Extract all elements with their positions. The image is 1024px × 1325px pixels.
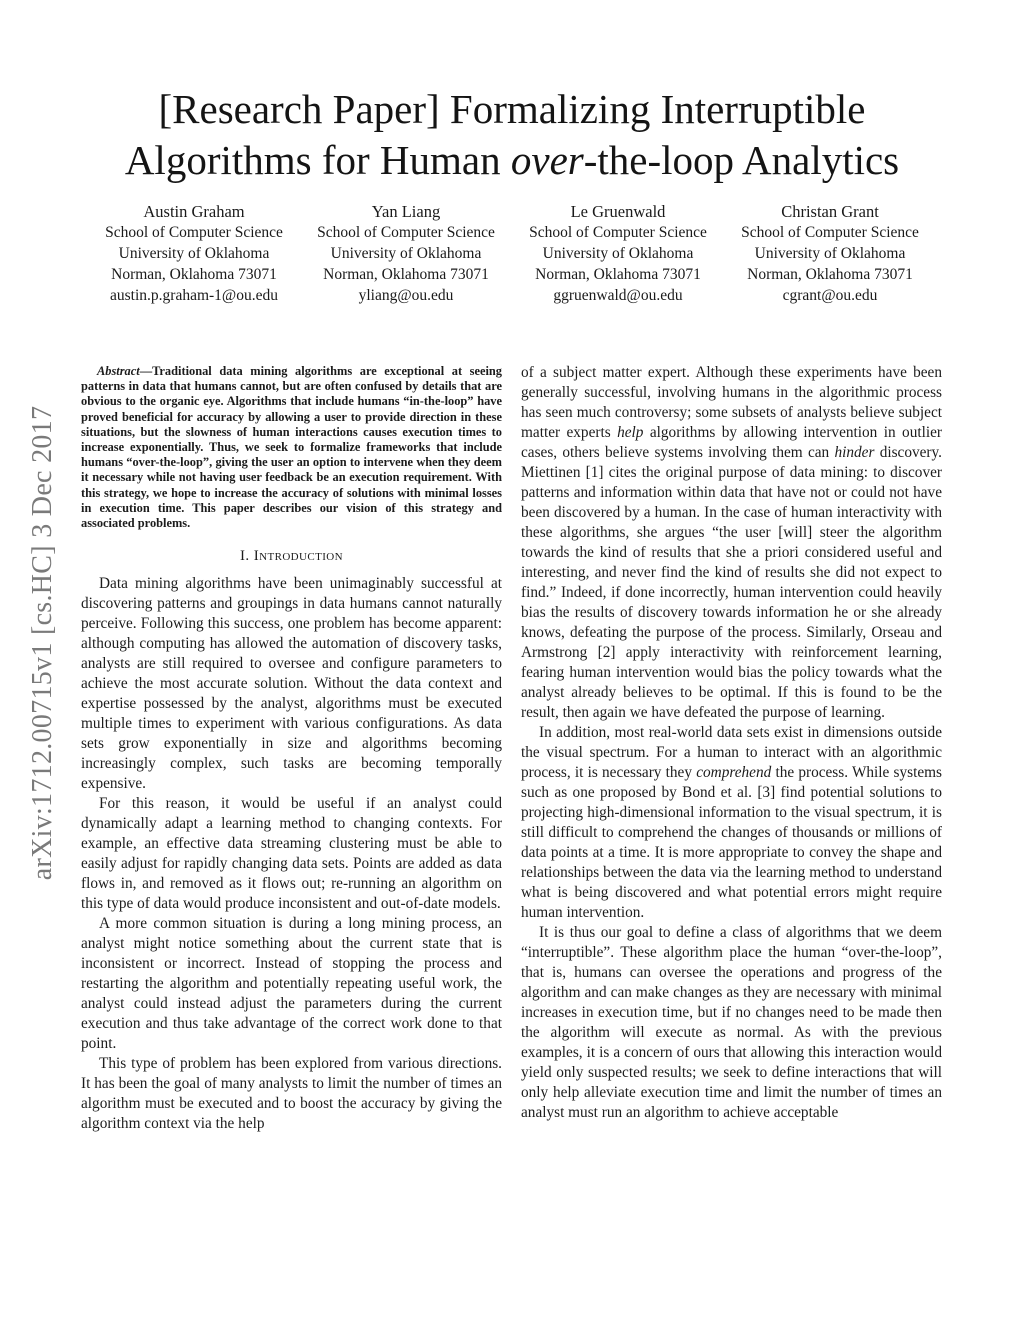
arxiv-identifier: arXiv:1712.00715v1 [cs.HC] 3 Dec 2017 (27, 405, 58, 881)
paragraph (521, 723, 942, 923)
author-university: University of Oklahoma (754, 245, 906, 262)
emphasis-help: help (617, 424, 644, 441)
author-department: School of Computer Science (317, 224, 495, 241)
paragraph: For this reason, it would be useful if an analyst could dynamically adapt a learning method to changing contexts. For example, an effective data streaming clustering must be able to easily adjust for rapidly changing data sets. Points are added as data flows in, and removed as it flows out; re-running an algorithm on this type of data would produce inconsistent and out-of-date models. (81, 795, 502, 913)
section-heading-introduction (81, 546, 502, 566)
title-line-1: [Research Paper] Formalizing Interruptible (158, 86, 866, 132)
title-line-2-end: -the-loop Analytics (583, 137, 900, 183)
author-email[interactable]: austin.p.graham-1@ou.edu (110, 287, 278, 304)
section-number: I. (240, 548, 250, 565)
title-emphasis: over (510, 137, 584, 183)
paragraph: This type of problem has been explored from various directions. It has been the goal of many analysts to limit the number of times an algorithm must be executed and to boost the accuracy by giving the algorithm context via the help (81, 1055, 502, 1133)
author-email[interactable]: ggruenwald@ou.edu (553, 287, 683, 304)
paragraph-text: discovery. Miettinen [1] cites the original purpose of data mining: to discover patterns and information within data that have not or could not have been discovered by a human. In the case of human interactivity with these algorithms, she argues “the user [will] steer the algorithm towards the kind of results that she a priori considered useful and interesting, and never find the kind of results she did not expect to find.” Indeed, if done incorrectly, human intervention could heavily bias the results of discovery towards information he or she already knows, defeating the purpose of the process. Similarly, Orseau and Armstrong [2] apply interactivity with reinforcement learning, fearing human intervention would bias the policy towards what the analyst already believes to be optimal. If this is found to be the result, then again we have defeated the purpose of learning. (521, 444, 942, 721)
author-email[interactable]: yliang@ou.edu (358, 287, 454, 304)
author-1 (88, 201, 300, 306)
author-address: Norman, Oklahoma 73071 (323, 266, 489, 283)
author-department: School of Computer Science (741, 224, 919, 241)
paragraph-text: the process. While systems such as one proposed by Bond et al. [3] find potential solutions to projecting high-dimensional information to the visual spectrum, it is still difficult to comprehend the changes of thousands or millions of data points at a time. It is more appropriate to convey the shape and relationships between the data via the learning method to understand what is being discovered and what potential errors might require human intervention. (521, 764, 942, 921)
author-address: Norman, Oklahoma 73071 (111, 266, 277, 283)
paragraph-text: algorithms by allowing intervention in outlier cases, others believe systems involving them can (521, 424, 942, 461)
author-address: Norman, Oklahoma 73071 (535, 266, 701, 283)
author-name: Yan Liang (371, 202, 441, 221)
author-name: Austin Graham (143, 202, 245, 221)
right-column (521, 363, 942, 1123)
author-2 (300, 201, 512, 306)
author-name: Christan Grant (781, 202, 879, 221)
author-email[interactable]: cgrant@ou.edu (782, 287, 878, 304)
abstract-label: Abstract (97, 364, 140, 378)
author-department: School of Computer Science (105, 224, 283, 241)
abstract (81, 364, 502, 531)
emphasis-comprehend: comprehend (696, 764, 772, 781)
paragraph-text: of a subject matter expert. Although these experiments have been generally successful, involving humans in the algorithmic process has seen much controversy; some subsets of analysts believe subject matter experts (521, 364, 942, 441)
author-university: University of Oklahoma (330, 245, 482, 262)
title-line-2 (80, 135, 944, 186)
paragraph: Data mining algorithms have been unimaginably successful at discovering patterns and groupings in data humans cannot naturally perceive. Following this success, one problem has become apparent: although computing has allowed the automation of discovery tasks, analysts are still required to oversee and configure parameters to achieve the most accurate solution. Without the data context and expertise possessed by the analyst, algorithms must be executed multiple times to experiment with various configurations. As data sets grow exponentially in size and algorithms becoming increasingly complex, such tasks are becoming temporally expensive. (81, 575, 502, 793)
abstract-text: —Traditional data mining algorithms are exceptional at seeing patterns in data that humans cannot, but are often confused by details that are obvious to the organic eye. Algorithms that include humans “in-the-loop” have proved beneficial for accuracy by allowing a user to provide direction in these situations, but the slowness of human interactions causes execution times to increase exponentially. Thus, we seek to formalize frameworks that include humans “over-the-loop”, giving the user an option to intervene when they deem it necessary while not having user feedback be an execution requirement. With this strategy, we hope to increase the accuracy of solutions with minimal losses in execution time. This paper describes our vision of this strategy and associated problems. (81, 364, 502, 531)
author-3 (512, 201, 724, 306)
author-block (88, 201, 936, 306)
author-name: Le Gruenwald (570, 202, 666, 221)
paragraph (521, 363, 942, 723)
paragraph: A more common situation is during a long mining process, an analyst might notice something about the current state that is inconsistent or incorrect. Instead of stopping the process and restarting the algorithm and potentially repeating useful work, the analyst could instead adjust the parameters during the current execution and thus take advantage of the correct work done to that point. (81, 915, 502, 1053)
paper-title (80, 84, 944, 186)
paragraph-text: In addition, most real-world data sets exist in dimensions outside the visual spectrum. For a human to interact with an algorithmic process, it is necessary they (521, 724, 942, 781)
title-line-2-start: Algorithms for Human (124, 137, 511, 183)
left-column (81, 364, 502, 1134)
section-title: Introduction (253, 548, 343, 565)
author-university: University of Oklahoma (542, 245, 694, 262)
author-address: Norman, Oklahoma 73071 (747, 266, 913, 283)
paragraph: It is thus our goal to define a class of algorithms that we deem “interruptible”. These algorithm place the human “over-the-loop”, that is, humans can oversee the operations and progress of the algorithm and can make changes as they are necessary with minimal increases in execution time, but if no changes need to be made then the algorithm will execute as normal. As with the previous examples, it is a concern of ours that allowing this interaction would yield only suspected results; we seek to define interactions that will only help alleviate execution time and limit the number of times an analyst must run an algorithm to achieve acceptable (521, 924, 942, 1121)
author-department: School of Computer Science (529, 224, 707, 241)
author-4 (724, 201, 936, 306)
author-university: University of Oklahoma (118, 245, 270, 262)
emphasis-hinder: hinder (834, 444, 875, 461)
